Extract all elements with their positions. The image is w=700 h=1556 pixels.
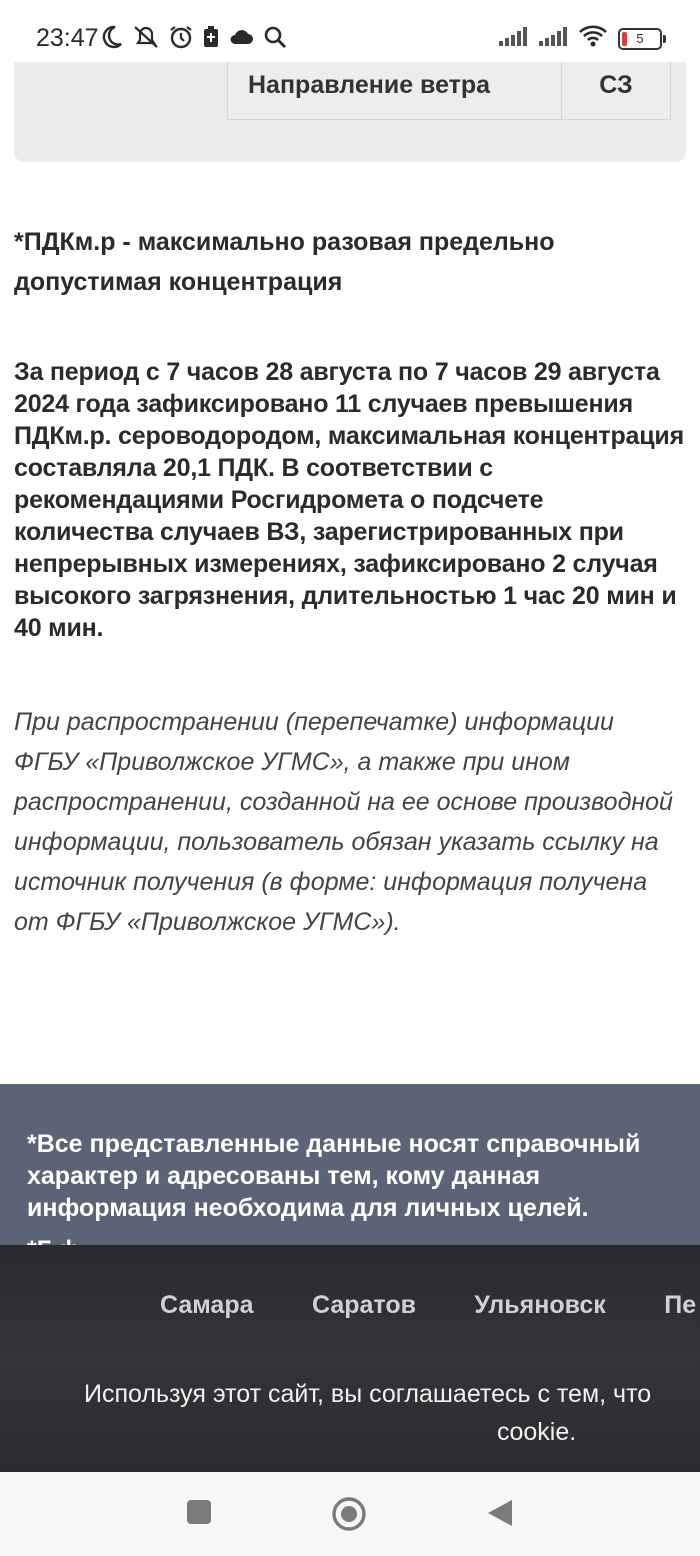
battery-saver-icon bbox=[202, 24, 220, 55]
city-links bbox=[160, 1291, 700, 1320]
city-link-saratov[interactable]: Саратов bbox=[311, 1291, 416, 1319]
battery-icon bbox=[618, 28, 662, 50]
battery-level: 5 bbox=[636, 30, 644, 46]
city-link-ulyanovsk[interactable]: Ульяновск bbox=[474, 1291, 606, 1319]
pollution-report-text: За период с 7 часов 28 августа по 7 часов 29 августа 2024 года зафиксировано 11 случаев превышения ПДКм.р. сероводородом, максимальная концентрация составляла 20,1 ПДК. В соответствии с рекомендациями Росгидромета о подсчете количества случаев ВЗ, зарегистрированных при непрерывных измерениях, зафиксировано 2 случая высокого загрязнения, длительностью 1 час 20 мин и 40 мин. bbox=[14, 358, 684, 642]
status-time: 23:47 bbox=[36, 24, 99, 52]
copyright-notice: При распространении (перепечатке) информации ФГБУ «Приволжское УГМС», а также при ином распространении, созданной на ее основе производной информации, пользователь обязан указать ссылку на источник получения (в форме: информация получена от ФГБУ «Приволжское УГМС»). bbox=[14, 708, 673, 936]
recent-apps-button[interactable] bbox=[186, 1498, 212, 1531]
system-nav-bar bbox=[0, 1472, 700, 1556]
city-link-samara[interactable]: Самара bbox=[160, 1291, 254, 1319]
alarm-icon bbox=[168, 24, 194, 55]
signal-icon bbox=[498, 25, 528, 52]
back-button[interactable] bbox=[486, 1498, 514, 1533]
cookie-banner bbox=[0, 1245, 700, 1472]
city-link-partial[interactable]: Пе bbox=[664, 1291, 697, 1319]
status-icons-right bbox=[498, 24, 662, 53]
cookie-notice bbox=[84, 1375, 700, 1451]
home-button[interactable] bbox=[331, 1496, 367, 1537]
wind-direction-label: Направление ветра bbox=[228, 51, 562, 120]
wind-direction-value: СЗ bbox=[562, 51, 671, 120]
mute-icon bbox=[132, 24, 160, 55]
search-icon bbox=[262, 24, 288, 55]
wifi-icon bbox=[578, 24, 608, 53]
pdk-footnote: *ПДКм.р - максимально разовая предельно допустимая концентрация bbox=[14, 228, 555, 296]
cookie-line-1: Используя этот сайт, вы соглашаетесь с тем, что bbox=[84, 1380, 652, 1408]
cookie-line-2: cookie. bbox=[497, 1418, 577, 1446]
disclaimer-text: *Все представленные данные носят справочный характер и адресованы тем, кому данная информация необходима для личных целей. bbox=[27, 1130, 641, 1222]
status-icons-left bbox=[100, 24, 288, 55]
signal-icon bbox=[538, 25, 568, 52]
moon-icon bbox=[100, 24, 124, 55]
status-bar bbox=[0, 0, 700, 62]
cloud-icon bbox=[228, 26, 254, 53]
